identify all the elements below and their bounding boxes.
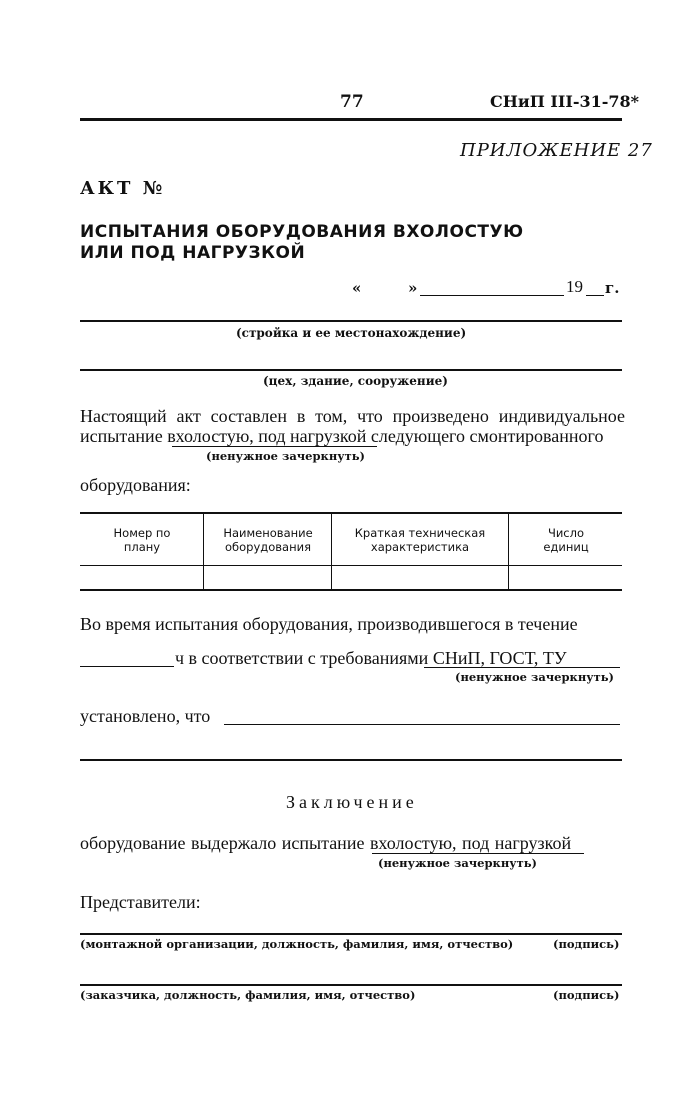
column-header-unit-count <box>510 526 622 554</box>
column-header-unit-count-line1: Число <box>547 526 585 540</box>
column-header-equipment-name-line2: оборудования <box>225 540 311 554</box>
column-header-unit-count-line2: единиц <box>543 540 589 554</box>
signature-line-2 <box>80 984 622 986</box>
strike-caption-2: (ненужное зачеркнуть) <box>455 670 614 684</box>
table-divider-1 <box>203 513 204 589</box>
paragraph2-line3: установлено, что <box>80 706 211 726</box>
column-header-specification <box>333 526 507 554</box>
conclusion-heading: Заключение <box>286 792 418 812</box>
shop-line <box>80 369 622 371</box>
signature-line-1 <box>80 933 622 935</box>
paragraph1-line1 <box>80 406 625 427</box>
signature-caption-1: (монтажной организации, должность, фамилия, имя, отчество) <box>80 937 514 951</box>
date-year-prefix: 19 <box>566 277 583 296</box>
table-divider-2 <box>331 513 332 589</box>
title-line-2: ИЛИ ПОД НАГРУЗКОЙ <box>80 243 306 263</box>
column-header-plan-number-line1: Номер по <box>113 526 171 540</box>
table-bottom-rule <box>80 589 622 591</box>
paragraph1-line2-end: следующего смонтированного <box>366 426 604 446</box>
page-number: 77 <box>340 92 364 112</box>
date-open-quote: « <box>352 279 362 297</box>
established-line-2 <box>80 759 622 761</box>
act-label: АКТ № <box>80 178 166 199</box>
conclusion-text <box>80 833 571 854</box>
appendix-label: ПРИЛОЖЕНИЕ 27 <box>460 140 653 161</box>
signature-caption-2: (заказчика, должность, фамилия, имя, отчество) <box>80 988 416 1002</box>
strike-options-3: вхолостую, под нагрузкой <box>369 833 572 853</box>
strike-options-2: СНиП, ГОСТ, ТУ <box>432 648 567 668</box>
column-header-specification-line2: характеристика <box>370 540 470 554</box>
date-close-quote: » <box>408 279 418 297</box>
paragraph2-line2-mid: ч в соответствии с требованиями <box>175 648 433 668</box>
paragraph2-line2 <box>175 648 567 669</box>
strike-caption-1: (ненужное зачеркнуть) <box>206 449 365 463</box>
document-code: СНиП III-31-78* <box>490 92 640 111</box>
signature-label-2: (подпись) <box>553 988 620 1002</box>
date-year-suffix: г. <box>605 279 620 297</box>
shop-caption: (цех, здание, сооружение) <box>263 374 448 388</box>
signature-label-1: (подпись) <box>553 937 620 951</box>
paragraph1-line2 <box>80 426 603 447</box>
site-caption: (стройка и ее местонахождение) <box>236 326 467 340</box>
strike-options-1-underline <box>172 446 377 447</box>
table-divider-3 <box>508 513 509 589</box>
strike-options-2-underline <box>424 667 620 668</box>
established-line <box>224 724 620 725</box>
strike-options-1: вхолостую, под нагрузкой <box>167 426 367 446</box>
paragraph1-line1-text: Настоящий акт составлен в том, что произведено индивидуальное <box>80 406 625 426</box>
paragraph1-line3: оборудования: <box>80 475 191 495</box>
date-year-line <box>586 295 604 296</box>
title-line-1: ИСПЫТАНИЯ ОБОРУДОВАНИЯ ВХОЛОСТУЮ <box>80 222 524 242</box>
column-header-equipment-name <box>205 526 331 554</box>
site-line <box>80 320 622 322</box>
strike-options-3-underline <box>372 853 584 854</box>
paragraph2-line1: Во время испытания оборудования, производившегося в течение <box>80 614 578 634</box>
table-header-rule <box>80 565 622 566</box>
header-rule <box>80 118 622 121</box>
column-header-plan-number <box>82 526 202 554</box>
strike-caption-3: (ненужное зачеркнуть) <box>378 856 537 870</box>
paragraph1-line2-start: испытание <box>80 426 168 446</box>
date-month-line <box>420 295 564 296</box>
hours-line <box>80 666 174 667</box>
column-header-equipment-name-line1: Наименование <box>223 526 313 540</box>
table-top-rule <box>80 512 622 514</box>
column-header-plan-number-line2: плану <box>123 540 161 554</box>
representatives-label: Представители: <box>80 892 201 912</box>
column-header-specification-line1: Краткая техническая <box>354 526 486 540</box>
conclusion-text-start: оборудование выдержало испытание <box>80 833 370 853</box>
